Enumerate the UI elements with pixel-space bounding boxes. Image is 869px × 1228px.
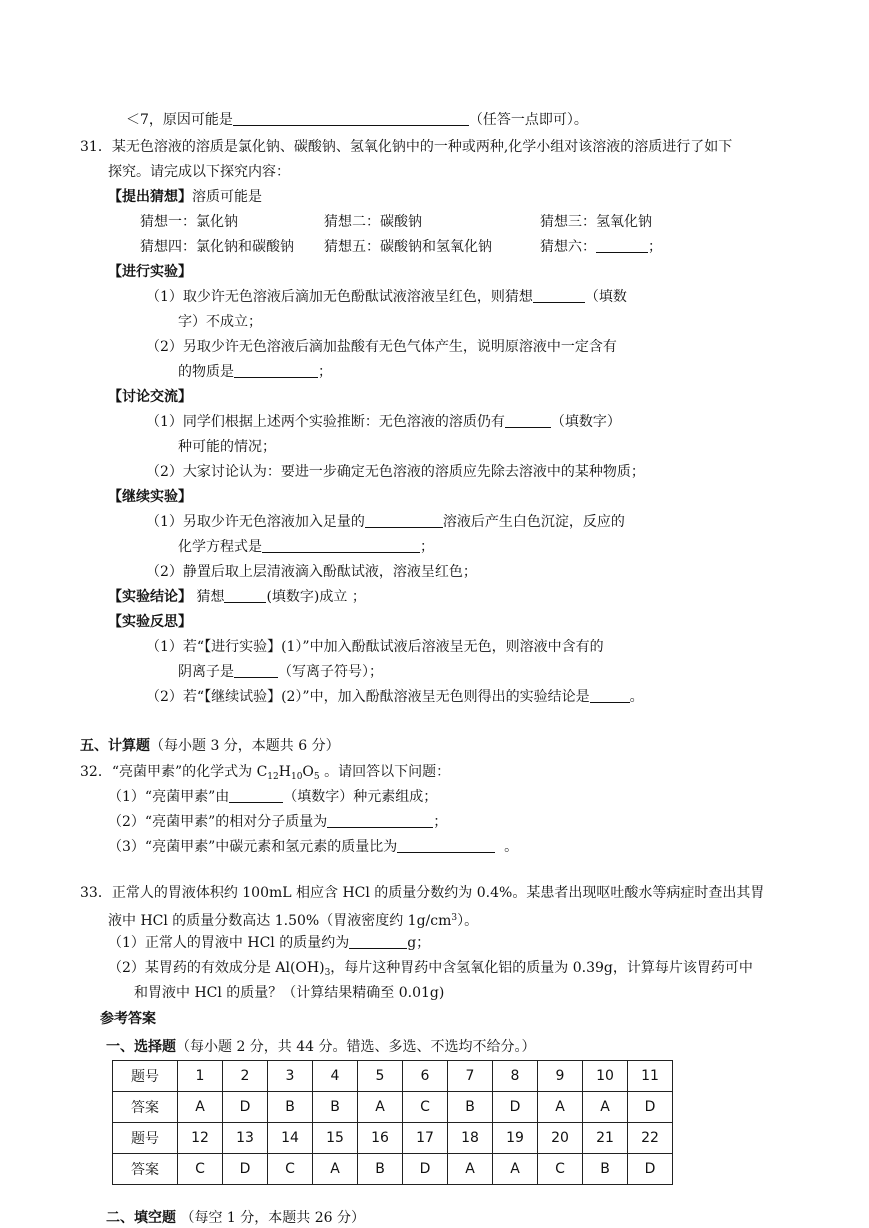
table-cell: C xyxy=(178,1154,223,1185)
q31-intro: 31．某无色溶液的溶质是氯化钠、碳酸钠、氢氧化钠中的一种或两种,化学小组对该溶液的溶质进行了如下 xyxy=(80,139,733,155)
q32-part-3: （3）“亮菌甲素”中碳元素和氢元素的质量比为 。 xyxy=(108,839,519,855)
discussion-1-cont: 种可能的情况； xyxy=(178,439,276,455)
continue-heading: 【继续实验】 xyxy=(108,489,192,505)
discussion-1: （1）同学们根据上述两个实验推断：无色溶液的溶质仍有 （填数字） xyxy=(146,414,621,430)
table-cell: 12 xyxy=(178,1123,223,1154)
reflection-1: （1）若“【进行实验】(1）”中加入酚酞试液后溶液呈无色，则溶液中含有的 xyxy=(146,639,604,655)
experiment-1-cont: 字）不成立； xyxy=(178,314,262,330)
table-cell: D xyxy=(223,1092,268,1123)
guess-4: 猜想四：氯化钠和碳酸钠 xyxy=(140,239,294,255)
answer-blank xyxy=(233,111,469,126)
answer-blank xyxy=(533,288,585,303)
answer-blank xyxy=(234,363,318,378)
table-cell: 5 xyxy=(358,1061,403,1092)
table-cell: 答案 xyxy=(113,1154,178,1185)
q30-tail: ＜7，原因可能是 （任答一点即可）。 xyxy=(126,112,588,128)
table-cell: C xyxy=(538,1154,583,1185)
table-cell: 1 xyxy=(178,1061,223,1092)
answer-blank xyxy=(596,238,648,253)
table-cell: A xyxy=(313,1154,358,1185)
table-cell: A xyxy=(358,1092,403,1123)
guess-2: 猜想二：碳酸钠 xyxy=(324,214,422,230)
experiment-1: （1）取少许无色溶液后滴加无色酚酞试液溶液呈红色，则猜想 （填数 xyxy=(146,289,627,305)
table-cell: 6 xyxy=(403,1061,448,1092)
discussion-heading: 【讨论交流】 xyxy=(108,389,192,405)
q33-stem-cont: 液中 HCl 的质量分数高达 1.50%（胃液密度约 $1g/cm^3$）。 xyxy=(108,913,479,929)
table-cell: B xyxy=(448,1092,493,1123)
table-cell: A xyxy=(493,1154,538,1185)
table-cell: A xyxy=(178,1092,223,1123)
guess-5: 猜想五：碳酸钠和氢氧化钠 xyxy=(324,239,492,255)
hypothesis-heading: 【提出猜想】溶质可能是 xyxy=(108,189,262,205)
answer-blank xyxy=(365,513,443,528)
experiment-2-cont: 的物质是 ； xyxy=(178,364,332,380)
table-cell: D xyxy=(403,1154,448,1185)
answer-blank xyxy=(327,813,433,828)
table-cell: 题号 xyxy=(113,1061,178,1092)
section-1-heading: 一、选择题（每小题 2 分，共 44 分。错选、多选、不选均不给分。） xyxy=(106,1039,536,1055)
table-cell: 题号 xyxy=(113,1123,178,1154)
conclusion-heading: 【实验结论】 猜想 (填数字)成立 ； xyxy=(108,589,366,605)
continue-1-cont: 化学方程式是 ； xyxy=(178,539,434,555)
continue-1: （1）另取少许无色溶液加入足量的 溶液后产生白色沉淀，反应的 xyxy=(146,514,625,530)
q33-part-2: （2）某胃药的有效成分是 $Al(OH)_3$，每片这种胃药中含氢氧化铝的质量为 0.39g，计算每片该胃药可中 xyxy=(108,960,753,978)
answer-blank xyxy=(224,588,266,603)
table-cell: 14 xyxy=(268,1123,313,1154)
answer-table xyxy=(112,1060,673,1185)
table-cell: 20 xyxy=(538,1123,583,1154)
q31-intro-cont: 探究。请完成以下探究内容： xyxy=(108,164,290,180)
reflection-2: （2）若“【继续试验】(2）”中，加入酚酞溶液呈无色则得出的实验结论是 。 xyxy=(146,689,644,705)
table-cell: 10 xyxy=(583,1061,628,1092)
table-row xyxy=(113,1061,673,1092)
table-cell: A xyxy=(583,1092,628,1123)
table-cell: 8 xyxy=(493,1061,538,1092)
table-row xyxy=(113,1123,673,1154)
table-cell: 16 xyxy=(358,1123,403,1154)
q32-part-1: （1）“亮菌甲素”由 （填数字）种元素组成； xyxy=(108,789,438,805)
continue-2: （2）静置后取上层清液滴入酚酞试液，溶液呈红色； xyxy=(146,564,477,580)
table-cell: B xyxy=(583,1154,628,1185)
table-cell: 3 xyxy=(268,1061,313,1092)
experiment-2: （2）另取少许无色溶液后滴加盐酸有无色气体产生，说明原溶液中一定含有 xyxy=(146,339,617,355)
discussion-2: （2）大家讨论认为：要进一步确定无色溶液的溶质应先除去溶液中的某种物质； xyxy=(146,464,645,480)
table-cell: 21 xyxy=(583,1123,628,1154)
answer-blank xyxy=(262,538,420,553)
table-row xyxy=(113,1154,673,1185)
table-cell: 2 xyxy=(223,1061,268,1092)
section-5-heading: 五、计算题（每小题 3 分，本题共 6 分） xyxy=(80,738,340,754)
table-cell: 11 xyxy=(628,1061,673,1092)
table-cell: D xyxy=(628,1092,673,1123)
table-cell: A xyxy=(538,1092,583,1123)
table-row xyxy=(113,1092,673,1123)
answer-blank xyxy=(397,838,495,853)
guess-3: 猜想三：氢氧化钠 xyxy=(540,214,652,230)
answers-heading: 参考答案 xyxy=(100,1011,156,1027)
table-cell: C xyxy=(268,1154,313,1185)
answer-blank xyxy=(590,688,630,703)
guess-6: 猜想六： ； xyxy=(540,239,662,255)
table-cell: 18 xyxy=(448,1123,493,1154)
answer-blank xyxy=(234,663,278,678)
q32-part-2: （2）“亮菌甲素”的相对分子质量为 ； xyxy=(108,814,448,830)
table-cell: D xyxy=(223,1154,268,1185)
answer-blank xyxy=(505,413,551,428)
q32-stem: 32．“亮菌甲素”的化学式为 $C_{12}H_{10}O_5$ 。请回答以下问题： xyxy=(80,764,451,782)
table-cell: A xyxy=(448,1154,493,1185)
table-cell: D xyxy=(493,1092,538,1123)
q33-stem: 33．正常人的胃液体积约 100mL 相应含 HCl 的质量分数约为 0.4%。某患者出现呕吐酸水等病症时查出其胃 xyxy=(80,885,765,901)
experiment-heading: 【进行实验】 xyxy=(108,264,192,280)
table-cell: 9 xyxy=(538,1061,583,1092)
q33-part-1: （1）正常人的胃液中 HCl 的质量约为 g； xyxy=(108,935,431,951)
table-cell: B xyxy=(268,1092,313,1123)
reflection-1-cont: 阴离子是 （写离子符号）； xyxy=(178,664,383,680)
table-cell: B xyxy=(313,1092,358,1123)
table-cell: 答案 xyxy=(113,1092,178,1123)
table-cell: 17 xyxy=(403,1123,448,1154)
answer-blank xyxy=(229,788,283,803)
answer-blank xyxy=(349,934,407,949)
table-cell: 15 xyxy=(313,1123,358,1154)
table-cell: 22 xyxy=(628,1123,673,1154)
table-cell: D xyxy=(628,1154,673,1185)
table-cell: B xyxy=(358,1154,403,1185)
table-cell: C xyxy=(403,1092,448,1123)
guess-1: 猜想一：氯化钠 xyxy=(140,214,238,230)
q33-part-2-cont: 和胃液中 HCl 的质量？（计算结果精确至 0.01g) xyxy=(134,985,445,1001)
table-cell: 13 xyxy=(223,1123,268,1154)
table-cell: 19 xyxy=(493,1123,538,1154)
reflection-heading: 【实验反思】 xyxy=(108,614,192,630)
section-2-heading: 二、填空题 （每空 1 分，本题共 26 分） xyxy=(106,1210,365,1226)
table-cell: 7 xyxy=(448,1061,493,1092)
table-cell: 4 xyxy=(313,1061,358,1092)
